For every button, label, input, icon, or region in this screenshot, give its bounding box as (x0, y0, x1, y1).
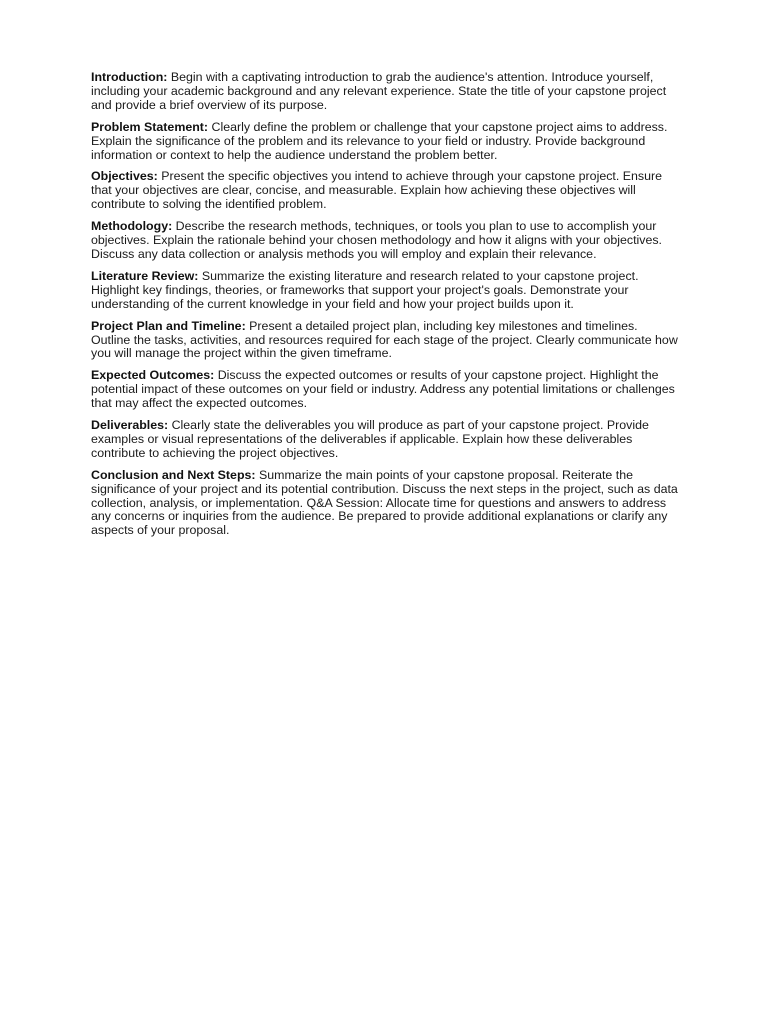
section-body: Clearly state the deliverables you will produce as part of your capstone project. Provide examples or visual representations of the deliverables if applicable. Explain how these deliverables contribute to achieving the project objectives. (91, 418, 649, 460)
section-deliverables (91, 419, 679, 461)
section-heading: Problem Statement: (91, 119, 209, 134)
section-body: Present the specific objectives you intend to achieve through your capstone project. Ensure that your objectives are clear, concise, and measurable. Explain how achieving these objectives will contribute to solving the identified problem. (91, 169, 663, 212)
section-body: Discuss the expected outcomes or results of your capstone project. Highlight the potential impact of these outcomes on your field or industry. Address any potential limitations or challenges that may affect the expected outcomes. (91, 368, 675, 411)
section-heading: Objectives: (91, 169, 158, 184)
section-body: Present a detailed project plan, including key milestones and timelines. Outline the tasks, activities, and resources required for each stage of the project. Clearly communicate how you will manage the project within the given timeframe. (91, 318, 678, 361)
section-objectives (91, 170, 679, 212)
section-literature-review (91, 270, 679, 312)
section-body: Begin with a captivating introduction to grab the audience's attention. Introduce yourself, including your academic background and any relevant experience. State the title of your capstone project and provide a brief overview of its purpose. (91, 70, 667, 112)
section-introduction (91, 71, 679, 113)
section-body: Clearly define the problem or challenge that your capstone project aims to address. Explain the significance of the problem and its relevance to your field or industry. Provide background information or context to help the audience understand the problem better. (91, 119, 668, 162)
document-page (91, 71, 679, 546)
section-heading: Introduction: (91, 70, 168, 84)
section-body: Summarize the main points of your capstone proposal. Reiterate the significance of your project and its potential contribution. Discuss the next steps in the project, such as data collection, analysis, or implementation. Q&A Session: Allocate time for questions and answers to address any concerns or inquiries from the audience. Be prepared to provide additional explanations or clarify any aspects of your proposal. (91, 467, 678, 538)
section-expected-outcomes (91, 369, 679, 411)
section-heading: Literature Review: (91, 268, 199, 283)
section-problem-statement (91, 121, 679, 163)
section-heading: Expected Outcomes: (91, 368, 215, 383)
section-body: Describe the research methods, techniques, or tools you plan to use to accomplish your objectives. Explain the rationale behind your chosen methodology and how it aligns with your objectives. Discuss any data collection or analysis methods you will employ and explain their relevance. (91, 219, 662, 261)
section-project-plan (91, 320, 679, 362)
section-heading: Conclusion and Next Steps: (91, 467, 256, 482)
section-heading: Deliverables: (91, 418, 169, 433)
section-conclusion (91, 469, 679, 539)
section-methodology (91, 220, 679, 262)
section-heading: Project Plan and Timeline: (91, 318, 246, 333)
section-heading: Methodology: (91, 219, 173, 234)
section-body: Summarize the existing literature and research related to your capstone project. Highlight key findings, theories, or frameworks that support your project's goals. Demonstrate your understanding of the current knowledge in your field and how your project builds upon it. (91, 268, 639, 311)
